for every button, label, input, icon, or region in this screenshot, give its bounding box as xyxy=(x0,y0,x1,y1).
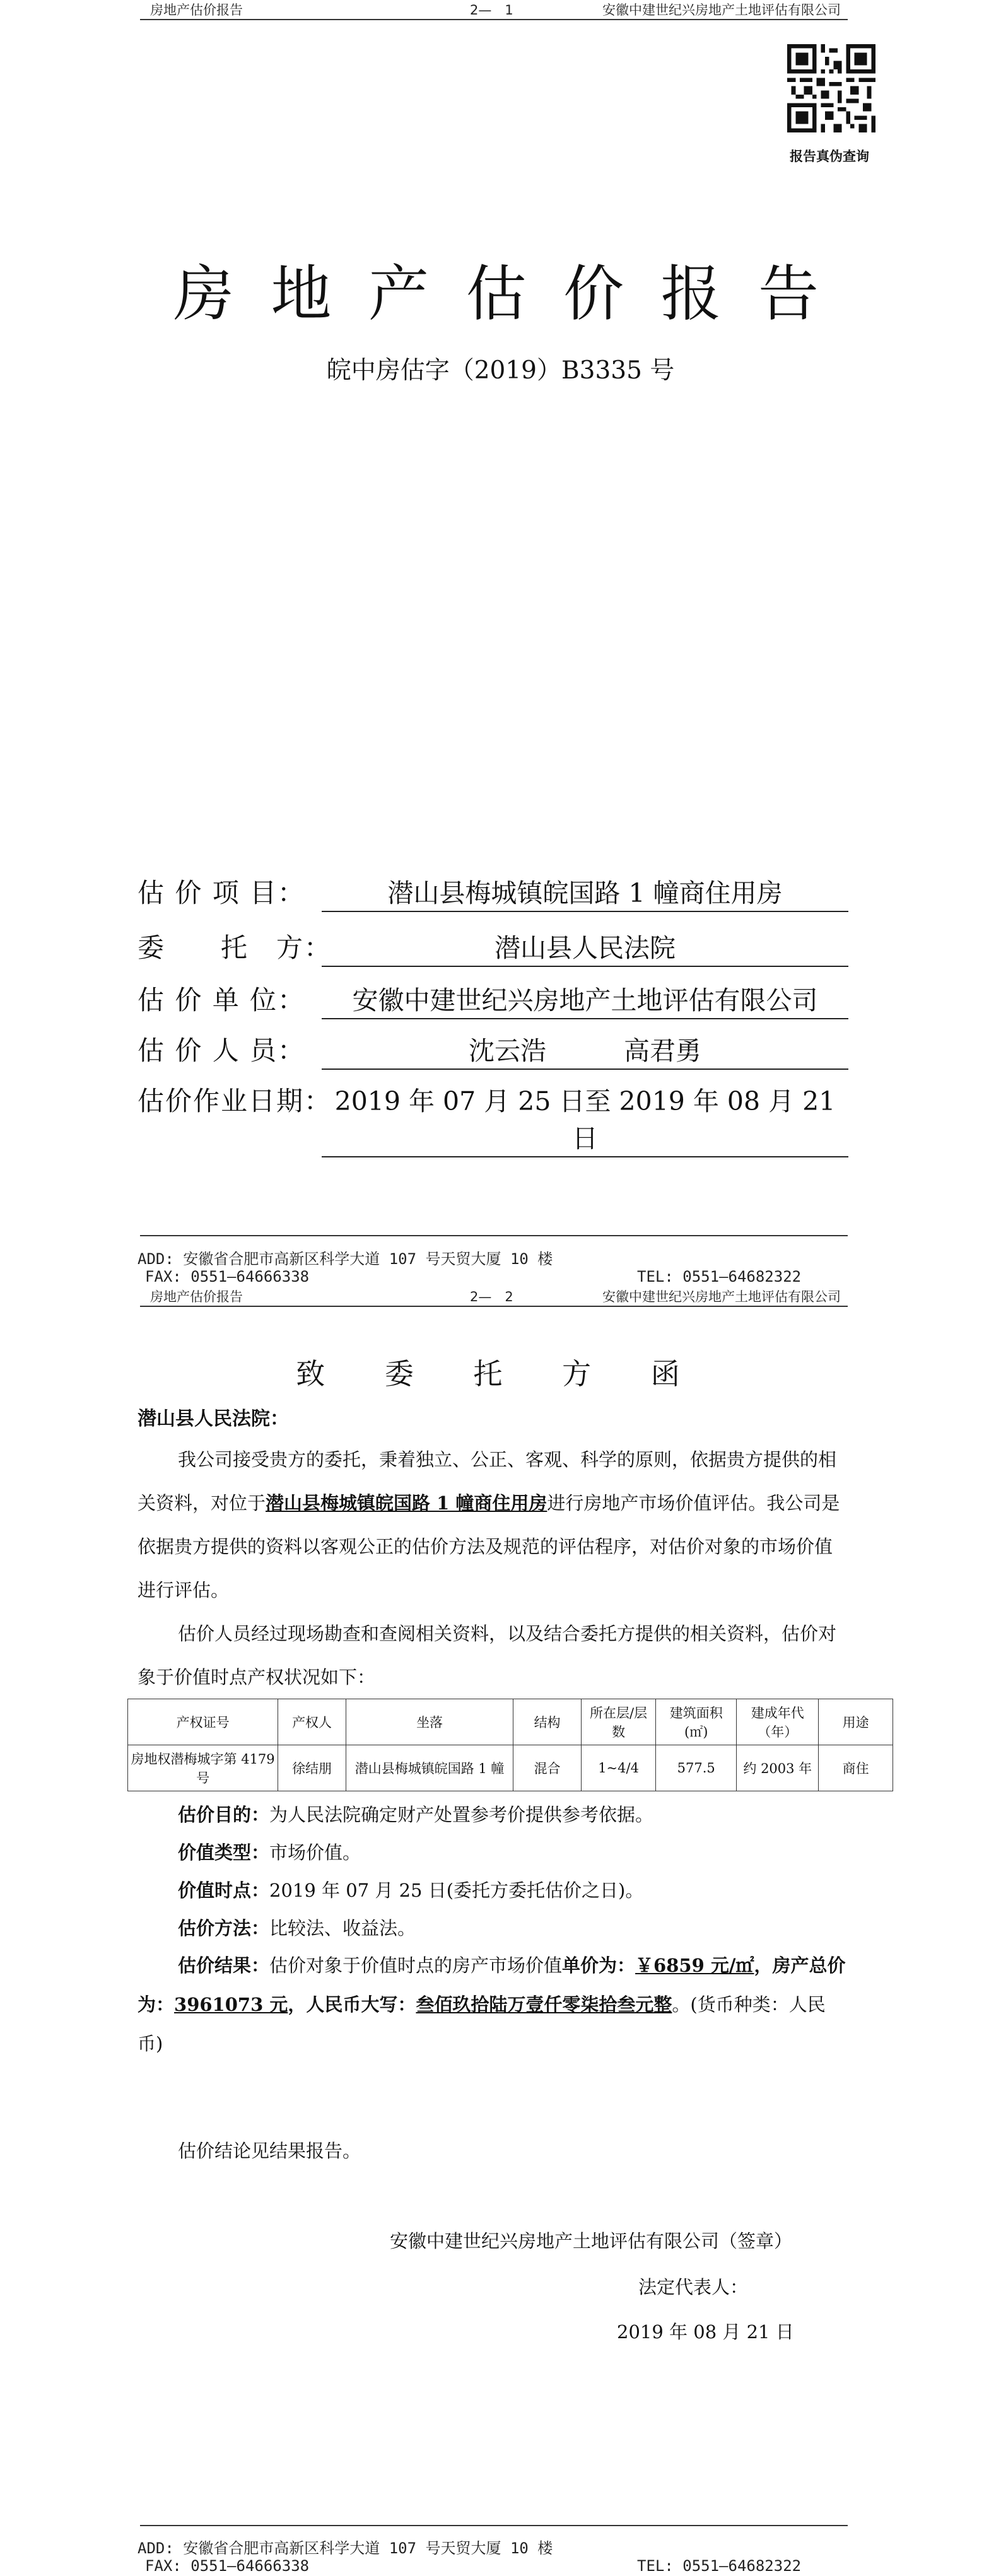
table-header-usage: 用途 xyxy=(819,1699,893,1745)
page1-header-page-number: 2— 1 xyxy=(470,3,513,18)
page1-footer-rule xyxy=(140,1235,848,1236)
page2-header-page-number: 2— 2 xyxy=(470,1289,513,1304)
page2-header-left: 房地产估价报告 xyxy=(150,1289,243,1304)
property-rights-table xyxy=(127,1699,893,1791)
signature-company: 安徽中建世纪兴房地产土地评估有限公司（签章） xyxy=(390,2230,793,2252)
table-header-structure: 结构 xyxy=(513,1699,582,1745)
result-label: 估价结果： xyxy=(178,1955,270,1976)
table-header-year-built: 建成年代（年） xyxy=(737,1699,819,1745)
page2-header-company: 安徽中建世纪兴房地产土地评估有限公司 xyxy=(602,1289,841,1304)
page1-header-company: 安徽中建世纪兴房地产土地评估有限公司 xyxy=(602,3,841,18)
item-value-type xyxy=(138,1834,850,1871)
item-purpose xyxy=(138,1796,850,1834)
page2-header-rule xyxy=(140,1306,848,1307)
field-label-appraisers: 估 价 人 员： xyxy=(138,1035,306,1066)
table-header-location: 坐落 xyxy=(346,1699,513,1745)
result-currency-note: 。(货币种类：人民币) xyxy=(138,1994,826,2054)
table-cell-usage: 商住 xyxy=(819,1745,893,1791)
table-header-floors: 所在层/层数 xyxy=(581,1699,655,1745)
qr-caption: 报告真伪查询 xyxy=(790,148,869,164)
page2-footer-rule xyxy=(140,2525,848,2526)
letter-para-1 xyxy=(138,1438,850,1612)
result-unit-label: 单价为： xyxy=(562,1955,636,1976)
table-header-row xyxy=(128,1699,893,1745)
page1-header-left: 房地产估价报告 xyxy=(150,3,243,18)
page1-footer-address: ADD: 安徽省合肥市高新区科学大道 107 号天贸大厦 10 楼 xyxy=(138,1250,553,1268)
page1-main-title: 房 地 产 估 价 报 告 xyxy=(173,259,828,329)
table-cell-location: 潜山县梅城镇皖国路 1 幢 xyxy=(346,1745,513,1791)
table-cell-structure: 混合 xyxy=(513,1745,582,1791)
field-label-project: 估 价 项 目： xyxy=(138,877,306,908)
item-value-type-label: 价值类型： xyxy=(178,1842,270,1863)
result-unit-price: ￥6859 元/㎡ xyxy=(635,1955,754,1976)
letter-title: 致 委 托 方 函 xyxy=(296,1357,705,1391)
letter-para-2 xyxy=(138,1612,850,1699)
field-value-project: 潜山县梅城镇皖国路 1 幢商住用房 xyxy=(322,872,848,912)
result-total: 3961073 元 xyxy=(174,1994,288,2015)
field-value-appraiser-org: 安徽中建世纪兴房地产土地评估有限公司 xyxy=(322,980,848,1019)
report-number: 皖中房估字（2019）B3335 号 xyxy=(326,356,675,385)
para2-text: 估价人员经过现场勘查和查阅相关资料，以及结合委托方提供的相关资料，估价对象于价值时点产权状况如下： xyxy=(138,1623,837,1688)
table-header-owner: 产权人 xyxy=(278,1699,346,1745)
item-value-date-value: 2019 年 07 月 25 日(委托方委托估价之日)。 xyxy=(269,1880,644,1901)
item-method-value: 比较法、收益法。 xyxy=(269,1917,416,1939)
field-value-client: 潜山县人民法院 xyxy=(322,927,848,967)
result-total-label: ，房产总价为： xyxy=(138,1955,846,2015)
table-row xyxy=(128,1745,893,1791)
item-method-label: 估价方法： xyxy=(178,1917,270,1939)
result-total-chinese: 叁佰玖拾陆万壹仟零柒拾叁元整 xyxy=(416,1994,672,2015)
table-header-cert-no: 产权证号 xyxy=(128,1699,278,1745)
property-address: 潜山县梅城镇皖国路 1 幢商住用房 xyxy=(266,1492,547,1514)
field-value-appraisers: 沈云浩 高君勇 xyxy=(322,1030,848,1070)
field-label-client: 委 托 方： xyxy=(138,932,332,963)
result-text: 估价对象于价值时点的房产市场价值 xyxy=(269,1955,563,1976)
item-value-date xyxy=(138,1871,850,1909)
page2-footer-fax: FAX: 0551—64666338 xyxy=(145,2557,310,2575)
appraisal-result xyxy=(138,1946,850,2063)
table-cell-floors: 1~4/4 xyxy=(581,1745,655,1791)
page2-footer-address: ADD: 安徽省合肥市高新区科学大道 107 号天贸大厦 10 楼 xyxy=(138,2539,553,2557)
conclusion xyxy=(138,2129,850,2173)
item-value-type-value: 市场价值。 xyxy=(269,1842,361,1863)
table-cell-cert-no: 房地权潜梅城字第 4179 号 xyxy=(128,1745,278,1791)
table-cell-area: 577.5 xyxy=(656,1745,737,1791)
table-cell-owner: 徐结朋 xyxy=(278,1745,346,1791)
letter-addressee: 潜山县人民法院： xyxy=(138,1408,289,1430)
item-value-date-label: 价值时点： xyxy=(178,1880,270,1901)
item-method xyxy=(138,1909,850,1947)
page2-footer-tel: TEL: 0551—64682322 xyxy=(637,2557,802,2575)
result-cn-label: ，人民币大写： xyxy=(288,1994,416,2015)
table-header-area: 建筑面积(㎡) xyxy=(656,1699,737,1745)
signature-date: 2019 年 08 月 21 日 xyxy=(617,2321,794,2343)
item-purpose-value: 为人民法院确定财产处置参考价提供参考依据。 xyxy=(269,1804,654,1825)
para1-text-end: 进行房地产市场价值评估。我公司是依据贵方提供的资料以客观公正的估价方法及规范的评估程序，对估价对象的市场价值进行评估。 xyxy=(138,1492,840,1601)
page1-header-rule xyxy=(140,19,848,20)
para1-text-start: 我公司接受贵方的委托，秉着独立、公正、客观、科学的原则，依据贵方提供的相关资料，对位于 xyxy=(138,1449,837,1514)
field-value-work-dates: 2019 年 07 月 25 日至 2019 年 08 月 21 日 xyxy=(322,1080,848,1157)
appraisal-items xyxy=(138,1796,850,1947)
conclusion-text: 估价结论见结果报告。 xyxy=(178,2140,361,2162)
field-label-work-dates: 估价作业日期： xyxy=(138,1086,332,1116)
page1-footer-tel: TEL: 0551—64682322 xyxy=(637,1268,802,1285)
field-label-appraiser-org: 估 价 单 位： xyxy=(138,985,306,1016)
qr-code-icon[interactable] xyxy=(787,44,875,132)
item-purpose-label: 估价目的： xyxy=(178,1804,270,1825)
signature-legal-rep: 法定代表人： xyxy=(638,2276,749,2298)
table-cell-year-built: 约 2003 年 xyxy=(737,1745,819,1791)
page1-footer-fax: FAX: 0551—64666338 xyxy=(145,1268,310,1285)
